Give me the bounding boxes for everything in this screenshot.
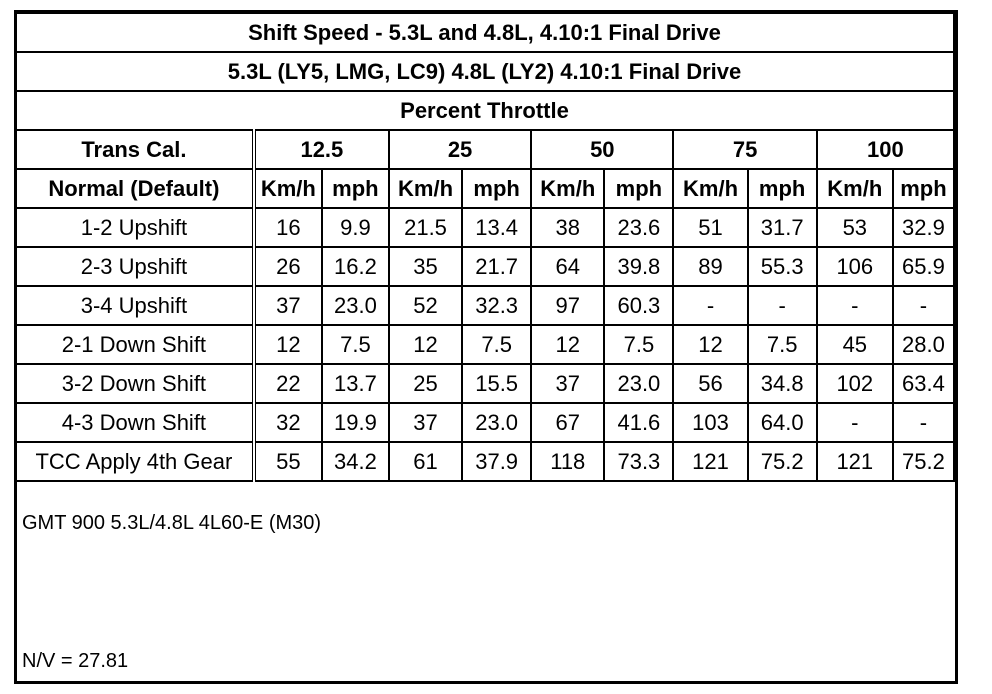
row-label: TCC Apply 4th Gear (15, 442, 254, 481)
throttle-header: Percent Throttle (15, 91, 954, 130)
mph-cell: 28.0 (893, 325, 954, 364)
kmh-cell: 37 (254, 286, 322, 325)
mph-cell: 16.2 (322, 247, 389, 286)
table-row (15, 208, 954, 247)
mph-cell: 23.6 (604, 208, 673, 247)
kmh-cell: 45 (817, 325, 893, 364)
row-label: 4-3 Down Shift (15, 403, 254, 442)
mph-cell: 73.3 (604, 442, 673, 481)
table-row (15, 247, 954, 286)
mph-cell: 55.3 (748, 247, 817, 286)
kmh-cell: 61 (389, 442, 462, 481)
unit-kmh: Km/h (817, 169, 893, 208)
mode-label: Normal (Default) (15, 169, 254, 208)
throttle-12-5: 12.5 (254, 130, 389, 169)
kmh-cell: 53 (817, 208, 893, 247)
unit-kmh: Km/h (673, 169, 747, 208)
mph-cell: 21.7 (462, 247, 531, 286)
kmh-cell: - (817, 286, 893, 325)
kmh-cell: 97 (531, 286, 604, 325)
table-row (15, 364, 954, 403)
mph-cell: - (748, 286, 817, 325)
mph-cell: 37.9 (462, 442, 531, 481)
mph-cell: - (893, 403, 954, 442)
mph-cell: - (893, 286, 954, 325)
kmh-cell: 67 (531, 403, 604, 442)
kmh-cell: 52 (389, 286, 462, 325)
mph-cell: 19.9 (322, 403, 389, 442)
throttle-50: 50 (531, 130, 673, 169)
mph-cell: 13.7 (322, 364, 389, 403)
row-label: 1-2 Upshift (15, 208, 254, 247)
kmh-cell: 121 (673, 442, 747, 481)
table-row (15, 403, 954, 442)
vehicle-notes: GMT 900 5.3L/4.8L 4L60-E (M30) (22, 512, 322, 534)
throttle-75: 75 (673, 130, 816, 169)
mph-cell: 41.6 (604, 403, 673, 442)
kmh-cell: 21.5 (389, 208, 462, 247)
kmh-cell: 118 (531, 442, 604, 481)
throttle-25: 25 (389, 130, 531, 169)
kmh-cell: 56 (673, 364, 747, 403)
kmh-cell: 16 (254, 208, 322, 247)
kmh-cell: 102 (817, 364, 893, 403)
unit-mph: mph (322, 169, 389, 208)
kmh-cell: 55 (254, 442, 322, 481)
nv-ratio: N/V = 27.81 (22, 650, 129, 672)
unit-mph: mph (893, 169, 954, 208)
mph-cell: 65.9 (893, 247, 954, 286)
mph-cell: 7.5 (604, 325, 673, 364)
mph-cell: 31.7 (748, 208, 817, 247)
mph-cell: 23.0 (462, 403, 531, 442)
unit-kmh: Km/h (254, 169, 322, 208)
mph-cell: 7.5 (462, 325, 531, 364)
unit-mph: mph (604, 169, 673, 208)
mph-cell: 9.9 (322, 208, 389, 247)
table-title: Shift Speed - 5.3L and 4.8L, 4.10:1 Final Drive (15, 13, 954, 52)
kmh-cell: 35 (389, 247, 462, 286)
mph-cell: 23.0 (322, 286, 389, 325)
mph-cell: 63.4 (893, 364, 954, 403)
mph-cell: 75.2 (748, 442, 817, 481)
kmh-cell: 103 (673, 403, 747, 442)
shift-speed-table (14, 12, 955, 482)
kmh-cell: 37 (531, 364, 604, 403)
row-label: 3-4 Upshift (15, 286, 254, 325)
kmh-cell: 89 (673, 247, 747, 286)
kmh-cell: 32 (254, 403, 322, 442)
kmh-cell: 12 (531, 325, 604, 364)
row-label: 3-2 Down Shift (15, 364, 254, 403)
mph-cell: 39.8 (604, 247, 673, 286)
kmh-cell: 38 (531, 208, 604, 247)
table-row (15, 286, 954, 325)
unit-kmh: Km/h (389, 169, 462, 208)
mph-cell: 64.0 (748, 403, 817, 442)
throttle-100: 100 (817, 130, 954, 169)
kmh-cell: 12 (254, 325, 322, 364)
kmh-cell: 37 (389, 403, 462, 442)
trans-cal-label: Trans Cal. (15, 130, 254, 169)
mph-cell: 15.5 (462, 364, 531, 403)
mph-cell: 60.3 (604, 286, 673, 325)
kmh-cell: 106 (817, 247, 893, 286)
kmh-cell: - (673, 286, 747, 325)
mph-cell: 32.3 (462, 286, 531, 325)
unit-mph: mph (462, 169, 531, 208)
mph-cell: 23.0 (604, 364, 673, 403)
table-subtitle: 5.3L (LY5, LMG, LC9) 4.8L (LY2) 4.10:1 Final Drive (15, 52, 954, 91)
kmh-cell: - (817, 403, 893, 442)
row-label: 2-3 Upshift (15, 247, 254, 286)
unit-kmh: Km/h (531, 169, 604, 208)
kmh-cell: 64 (531, 247, 604, 286)
kmh-cell: 25 (389, 364, 462, 403)
kmh-cell: 51 (673, 208, 747, 247)
mph-cell: 34.2 (322, 442, 389, 481)
mph-cell: 7.5 (748, 325, 817, 364)
mph-cell: 34.8 (748, 364, 817, 403)
table-row (15, 325, 954, 364)
mph-cell: 7.5 (322, 325, 389, 364)
mph-cell: 13.4 (462, 208, 531, 247)
kmh-cell: 26 (254, 247, 322, 286)
kmh-cell: 12 (389, 325, 462, 364)
kmh-cell: 22 (254, 364, 322, 403)
mph-cell: 32.9 (893, 208, 954, 247)
table-row (15, 442, 954, 481)
row-label: 2-1 Down Shift (15, 325, 254, 364)
mph-cell: 75.2 (893, 442, 954, 481)
kmh-cell: 12 (673, 325, 747, 364)
unit-mph: mph (748, 169, 817, 208)
kmh-cell: 121 (817, 442, 893, 481)
